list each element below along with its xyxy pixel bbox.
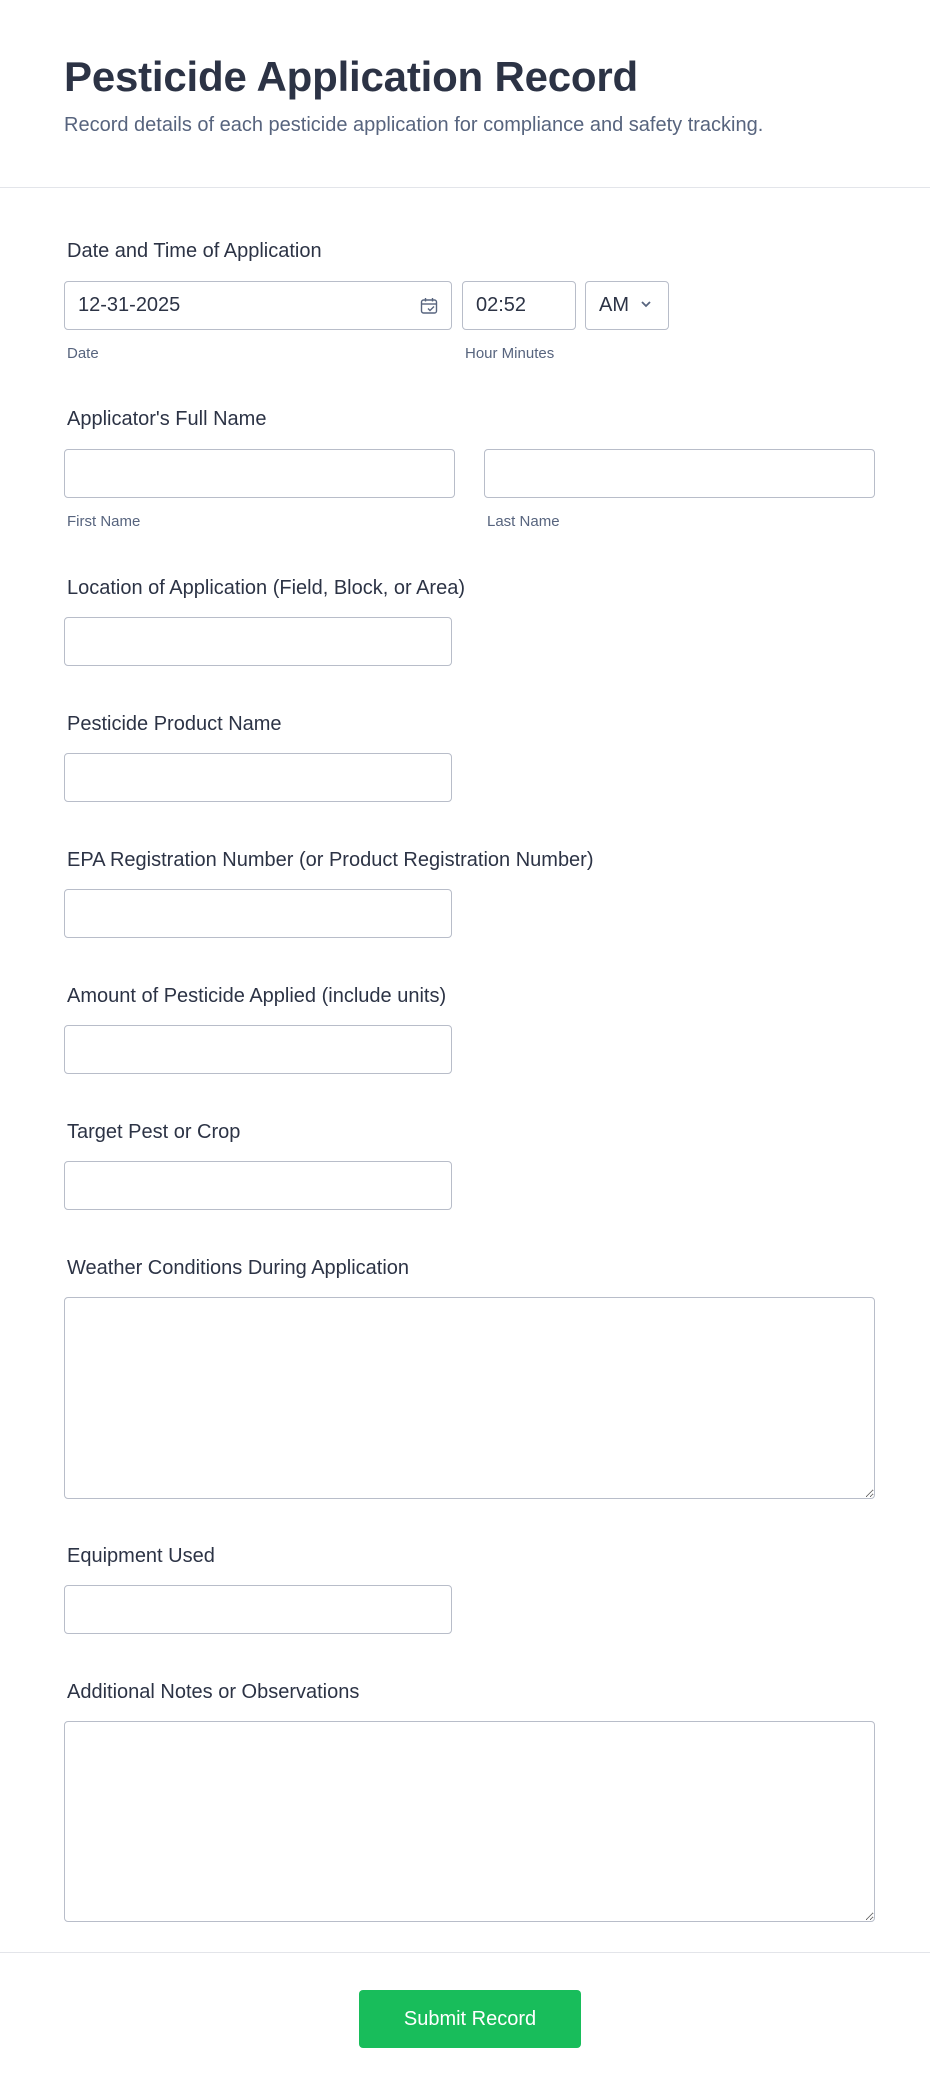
applicator-name-field xyxy=(64,406,874,432)
time-value: 02:52 xyxy=(476,294,527,316)
weather-textarea[interactable] xyxy=(64,1297,875,1499)
location-field xyxy=(64,575,874,601)
equipment-input[interactable] xyxy=(64,1585,452,1634)
calendar-icon[interactable] xyxy=(420,297,438,315)
product-field xyxy=(64,711,874,737)
datetime-label: Date and Time of Application xyxy=(67,240,322,262)
product-name-input[interactable] xyxy=(64,753,452,802)
chevron-down-icon xyxy=(639,294,653,317)
ampm-select[interactable] xyxy=(585,281,669,330)
last-name-input[interactable] xyxy=(484,449,875,498)
epa-field xyxy=(64,847,874,873)
form-footer xyxy=(0,1952,930,2100)
epa-label: EPA Registration Number (or Product Registration Number) xyxy=(67,849,594,871)
form-header xyxy=(0,0,930,188)
last-name-sublabel: Last Name xyxy=(487,513,560,530)
first-name-sublabel: First Name xyxy=(67,513,141,530)
page-subtitle: Record details of each pesticide application for compliance and safety tracking. xyxy=(64,114,764,136)
weather-field xyxy=(64,1255,874,1281)
target-input[interactable] xyxy=(64,1161,452,1210)
location-label: Location of Application (Field, Block, or Area) xyxy=(67,577,465,599)
time-sublabel: Hour Minutes xyxy=(465,345,555,362)
date-input[interactable] xyxy=(64,281,452,330)
datetime-field xyxy=(64,238,874,264)
amount-label: Amount of Pesticide Applied (include units) xyxy=(67,985,447,1007)
page-title: Pesticide Application Record xyxy=(64,53,638,100)
notes-field xyxy=(64,1679,874,1705)
epa-number-input[interactable] xyxy=(64,889,452,938)
target-label: Target Pest or Crop xyxy=(67,1121,241,1143)
applicator-name-label: Applicator's Full Name xyxy=(67,408,267,430)
date-sublabel: Date xyxy=(67,345,99,362)
location-input[interactable] xyxy=(64,617,452,666)
first-name-input[interactable] xyxy=(64,449,455,498)
equipment-field xyxy=(64,1543,874,1569)
notes-textarea[interactable] xyxy=(64,1721,875,1922)
notes-label: Additional Notes or Observations xyxy=(67,1681,360,1703)
amount-input[interactable] xyxy=(64,1025,452,1074)
date-value: 12-31-2025 xyxy=(78,294,181,316)
amount-field xyxy=(64,983,874,1009)
weather-label: Weather Conditions During Application xyxy=(67,1257,410,1279)
product-label: Pesticide Product Name xyxy=(67,713,282,735)
submit-button[interactable]: Submit Record xyxy=(359,1990,581,2048)
time-input[interactable] xyxy=(462,281,576,330)
equipment-label: Equipment Used xyxy=(67,1545,215,1567)
target-field xyxy=(64,1119,874,1145)
ampm-value: AM xyxy=(599,294,629,316)
